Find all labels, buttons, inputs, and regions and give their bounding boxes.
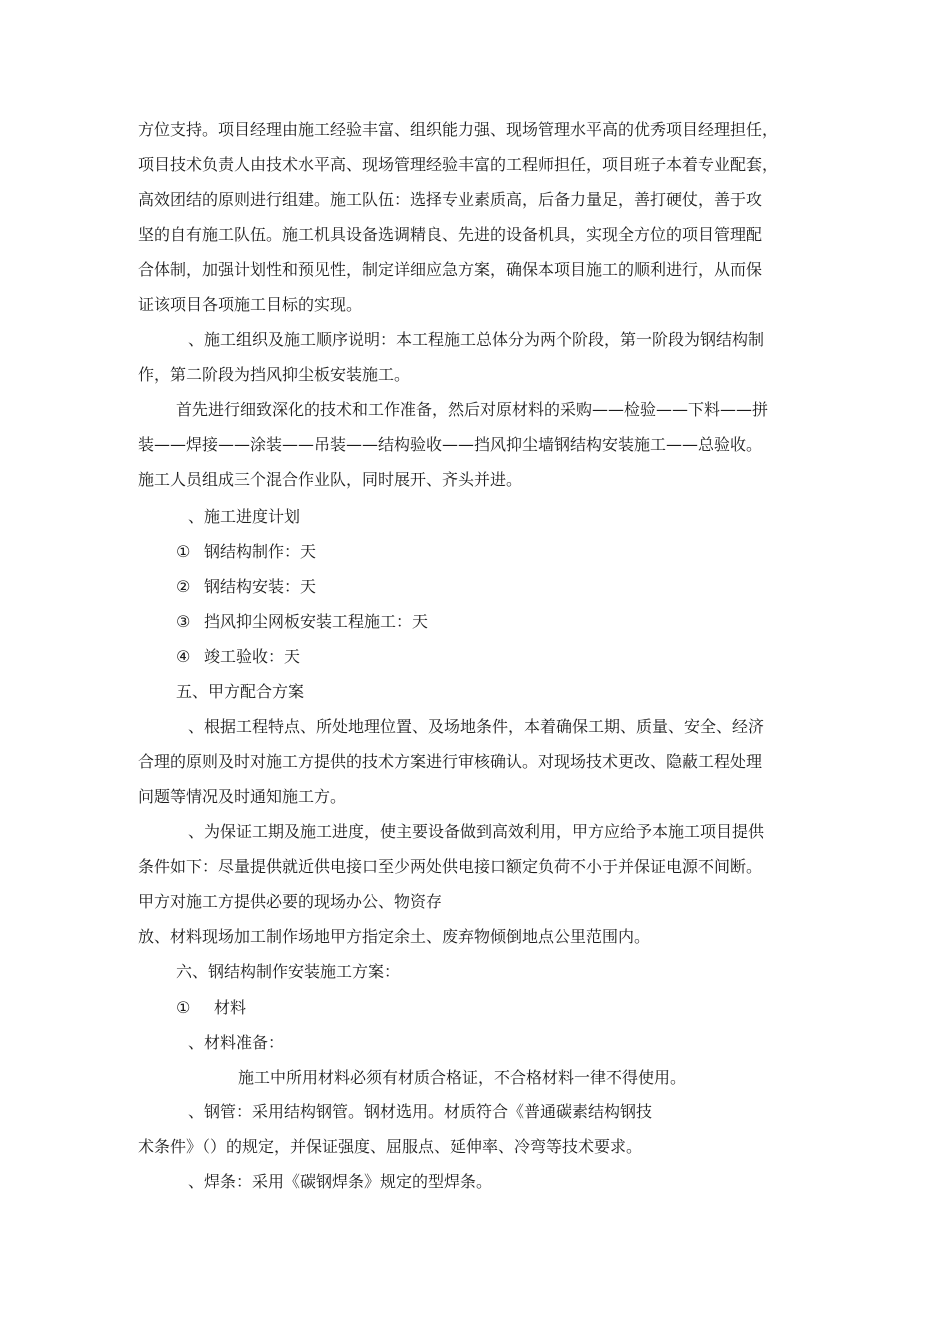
paragraph-line: 装——焊接——涂装——吊装——结构验收——挡风抑尘墙钢结构安装施工——总验收。 — [138, 435, 763, 454]
paragraph-line: 高效团结的原则进行组建。施工队伍：选择专业素质高，后备力量足，善打硬仗，善于攻 — [138, 190, 763, 209]
paragraph-line: 问题等情况及时通知施工方。 — [138, 787, 347, 806]
paragraph-line: 项目技术负责人由技术水平高、现场管理经验丰富的工程师担任，项目班子本着专业配套， — [138, 155, 779, 174]
list-marker: ① — [176, 998, 191, 1017]
section-heading: 五、甲方配合方案 — [176, 682, 305, 701]
paragraph-line: 、为保证工期及施工进度，使主要设备做到高效利用，甲方应给予本施工项目提供 — [188, 822, 765, 841]
list-item — [176, 997, 246, 1019]
paragraph-line: 证该项目各项施工目标的实现。 — [138, 295, 363, 314]
section-heading: 六、钢结构制作安装施工方案： — [176, 962, 401, 981]
list-item-text: 竣工验收：天 — [204, 647, 301, 666]
list-item — [176, 576, 316, 598]
paragraph-line: 、根据工程特点、所处地理位置、及场地条件，本着确保工期、质量、安全、经济 — [188, 717, 765, 736]
paragraph-line: 、施工组织及施工顺序说明：本工程施工总体分为两个阶段，第一阶段为钢结构制 — [188, 330, 765, 349]
paragraph-line: 方位支持。项目经理由施工经验丰富、组织能力强、现场管理水平高的优秀项目经理担任， — [138, 120, 779, 139]
paragraph-line: 甲方对施工方提供必要的现场办公、物资存 — [138, 892, 443, 911]
paragraph-line: 合理的原则及时对施工方提供的技术方案进行审核确认。对现场技术更改、隐蔽工程处理 — [138, 752, 763, 771]
paragraph-line: 合体制，加强计划性和预见性，制定详细应急方案，确保本项目施工的顺利进行，从而保 — [138, 260, 763, 279]
paragraph-line: 首先进行细致深化的技术和工作准备，然后对原材料的采购——检验——下料——拼 — [176, 400, 769, 419]
paragraph-line: 坚的自有施工队伍。施工机具设备选调精良、先进的设备机具，实现全方位的项目管理配 — [138, 225, 763, 244]
list-item — [176, 541, 316, 563]
list-item-text: 挡风抑尘网板安装工程施工：天 — [204, 612, 429, 631]
list-marker: ① — [176, 542, 191, 561]
list-marker: ④ — [176, 647, 191, 666]
paragraph-line: 、焊条：采用《碳钢焊条》规定的型焊条。 — [188, 1172, 493, 1191]
list-marker: ③ — [176, 612, 191, 631]
subsection-heading: 、材料准备： — [188, 1033, 285, 1052]
paragraph-line: 施工中所用材料必须有材质合格证，不合格材料一律不得使用。 — [238, 1068, 687, 1087]
section-heading: 、施工进度计划 — [188, 507, 301, 526]
list-item-text: 材料 — [214, 998, 247, 1017]
list-item-text: 钢结构制作：天 — [204, 542, 317, 561]
paragraph-line: 施工人员组成三个混合作业队，同时展开、齐头并进。 — [138, 470, 523, 489]
paragraph-line: 放、材料现场加工制作场地甲方指定余土、废弃物倾倒地点公里范围内。 — [138, 927, 651, 946]
paragraph-line: 术条件》（）的规定，并保证强度、屈服点、延伸率、冷弯等技术要求。 — [138, 1137, 643, 1156]
list-item — [176, 611, 428, 633]
paragraph-line: 、钢管：采用结构钢管。钢材选用。材质符合《普通碳素结构钢技 — [188, 1102, 653, 1121]
list-item-text: 钢结构安装：天 — [204, 577, 317, 596]
list-item — [176, 646, 300, 668]
list-marker: ② — [176, 577, 191, 596]
paragraph-line: 条件如下：尽量提供就近供电接口至少两处供电接口额定负荷不小于并保证电源不间断。 — [138, 857, 763, 876]
paragraph-line: 作，第二阶段为挡风抑尘板安装施工。 — [138, 365, 411, 384]
